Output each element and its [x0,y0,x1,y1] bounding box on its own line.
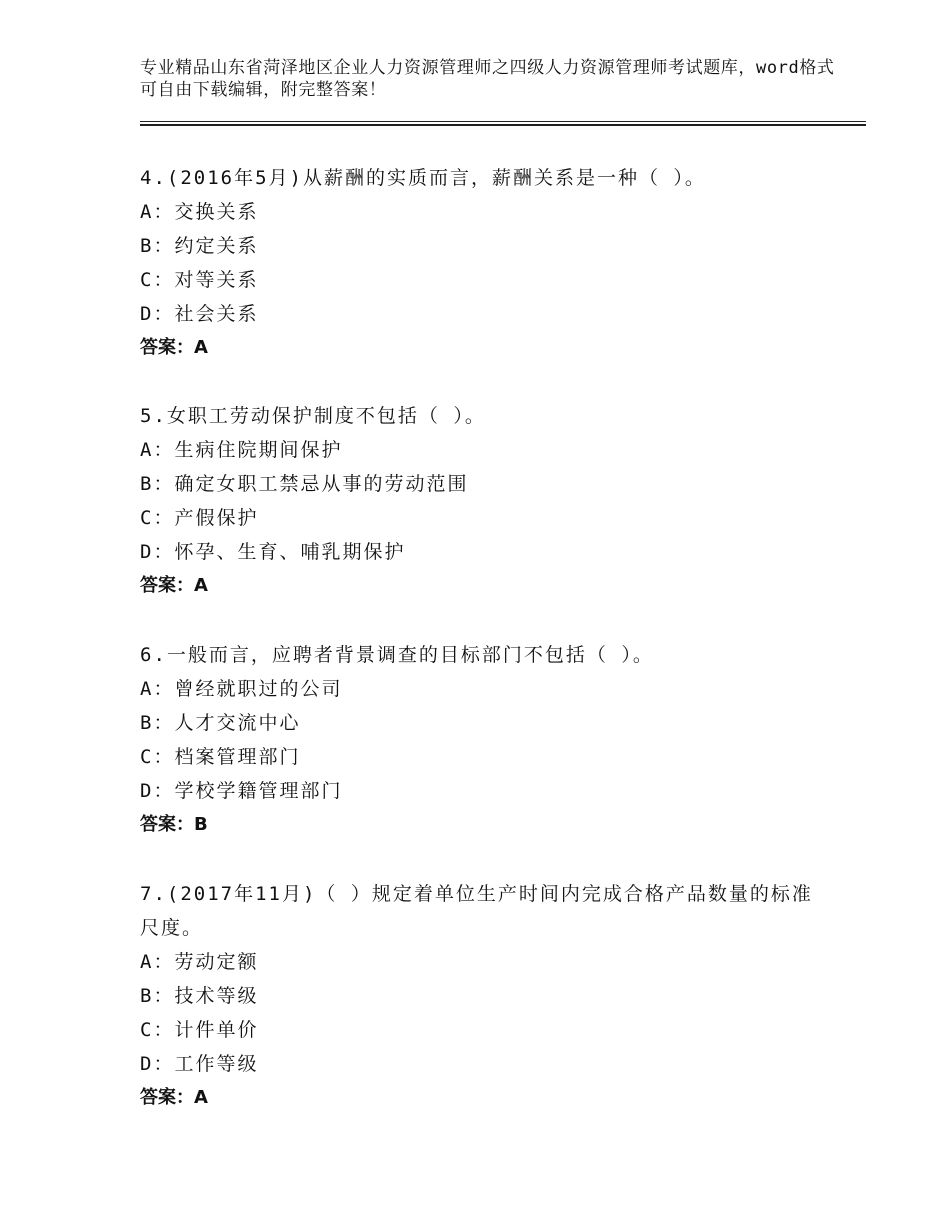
option-d: D：学校学籍管理部门 [140,780,343,802]
answer: 答案：B [140,814,208,835]
answer: 答案：A [140,575,208,596]
question-stem: 4.(2016年5月)从薪酬的实质而言，薪酬关系是一种（ ）。 [140,167,706,189]
option-b: B：人才交流中心 [140,712,301,734]
option-c: C：对等关系 [140,269,259,291]
option-a: A：曾经就职过的公司 [140,678,343,700]
page-header [140,57,840,101]
option-d: D：工作等级 [140,1053,259,1075]
question-7 [140,877,820,1115]
option-b: B：约定关系 [140,235,259,257]
option-a: A：交换关系 [140,201,259,223]
option-c: C：计件单价 [140,1019,259,1041]
header-divider-secondary [140,125,866,126]
option-d: D：社会关系 [140,303,259,325]
document-title: 专业精品山东省菏泽地区企业人力资源管理师之四级人力资源管理师考试题库，word格式可自由下载编辑，附完整答案！ [140,58,835,100]
answer: 答案：A [140,1087,208,1108]
question-stem: 7.(2017年11月)（ ）规定着单位生产时间内完成合格产品数量的标准尺度。 [140,883,813,939]
option-b: B：确定女职工禁忌从事的劳动范围 [140,473,469,495]
option-b: B：技术等级 [140,985,259,1007]
question-stem: 5.女职工劳动保护制度不包括（ ）。 [140,405,486,427]
option-a: A：劳动定额 [140,951,259,973]
option-a: A：生病住院期间保护 [140,439,343,461]
question-5 [140,399,820,603]
question-4 [140,161,820,365]
question-6 [140,638,820,842]
option-d: D：怀孕、生育、哺乳期保护 [140,541,406,563]
option-c: C：档案管理部门 [140,746,301,768]
option-c: C：产假保护 [140,507,259,529]
question-stem: 6.一般而言，应聘者背景调查的目标部门不包括（ ）。 [140,644,654,666]
answer: 答案：A [140,337,208,358]
